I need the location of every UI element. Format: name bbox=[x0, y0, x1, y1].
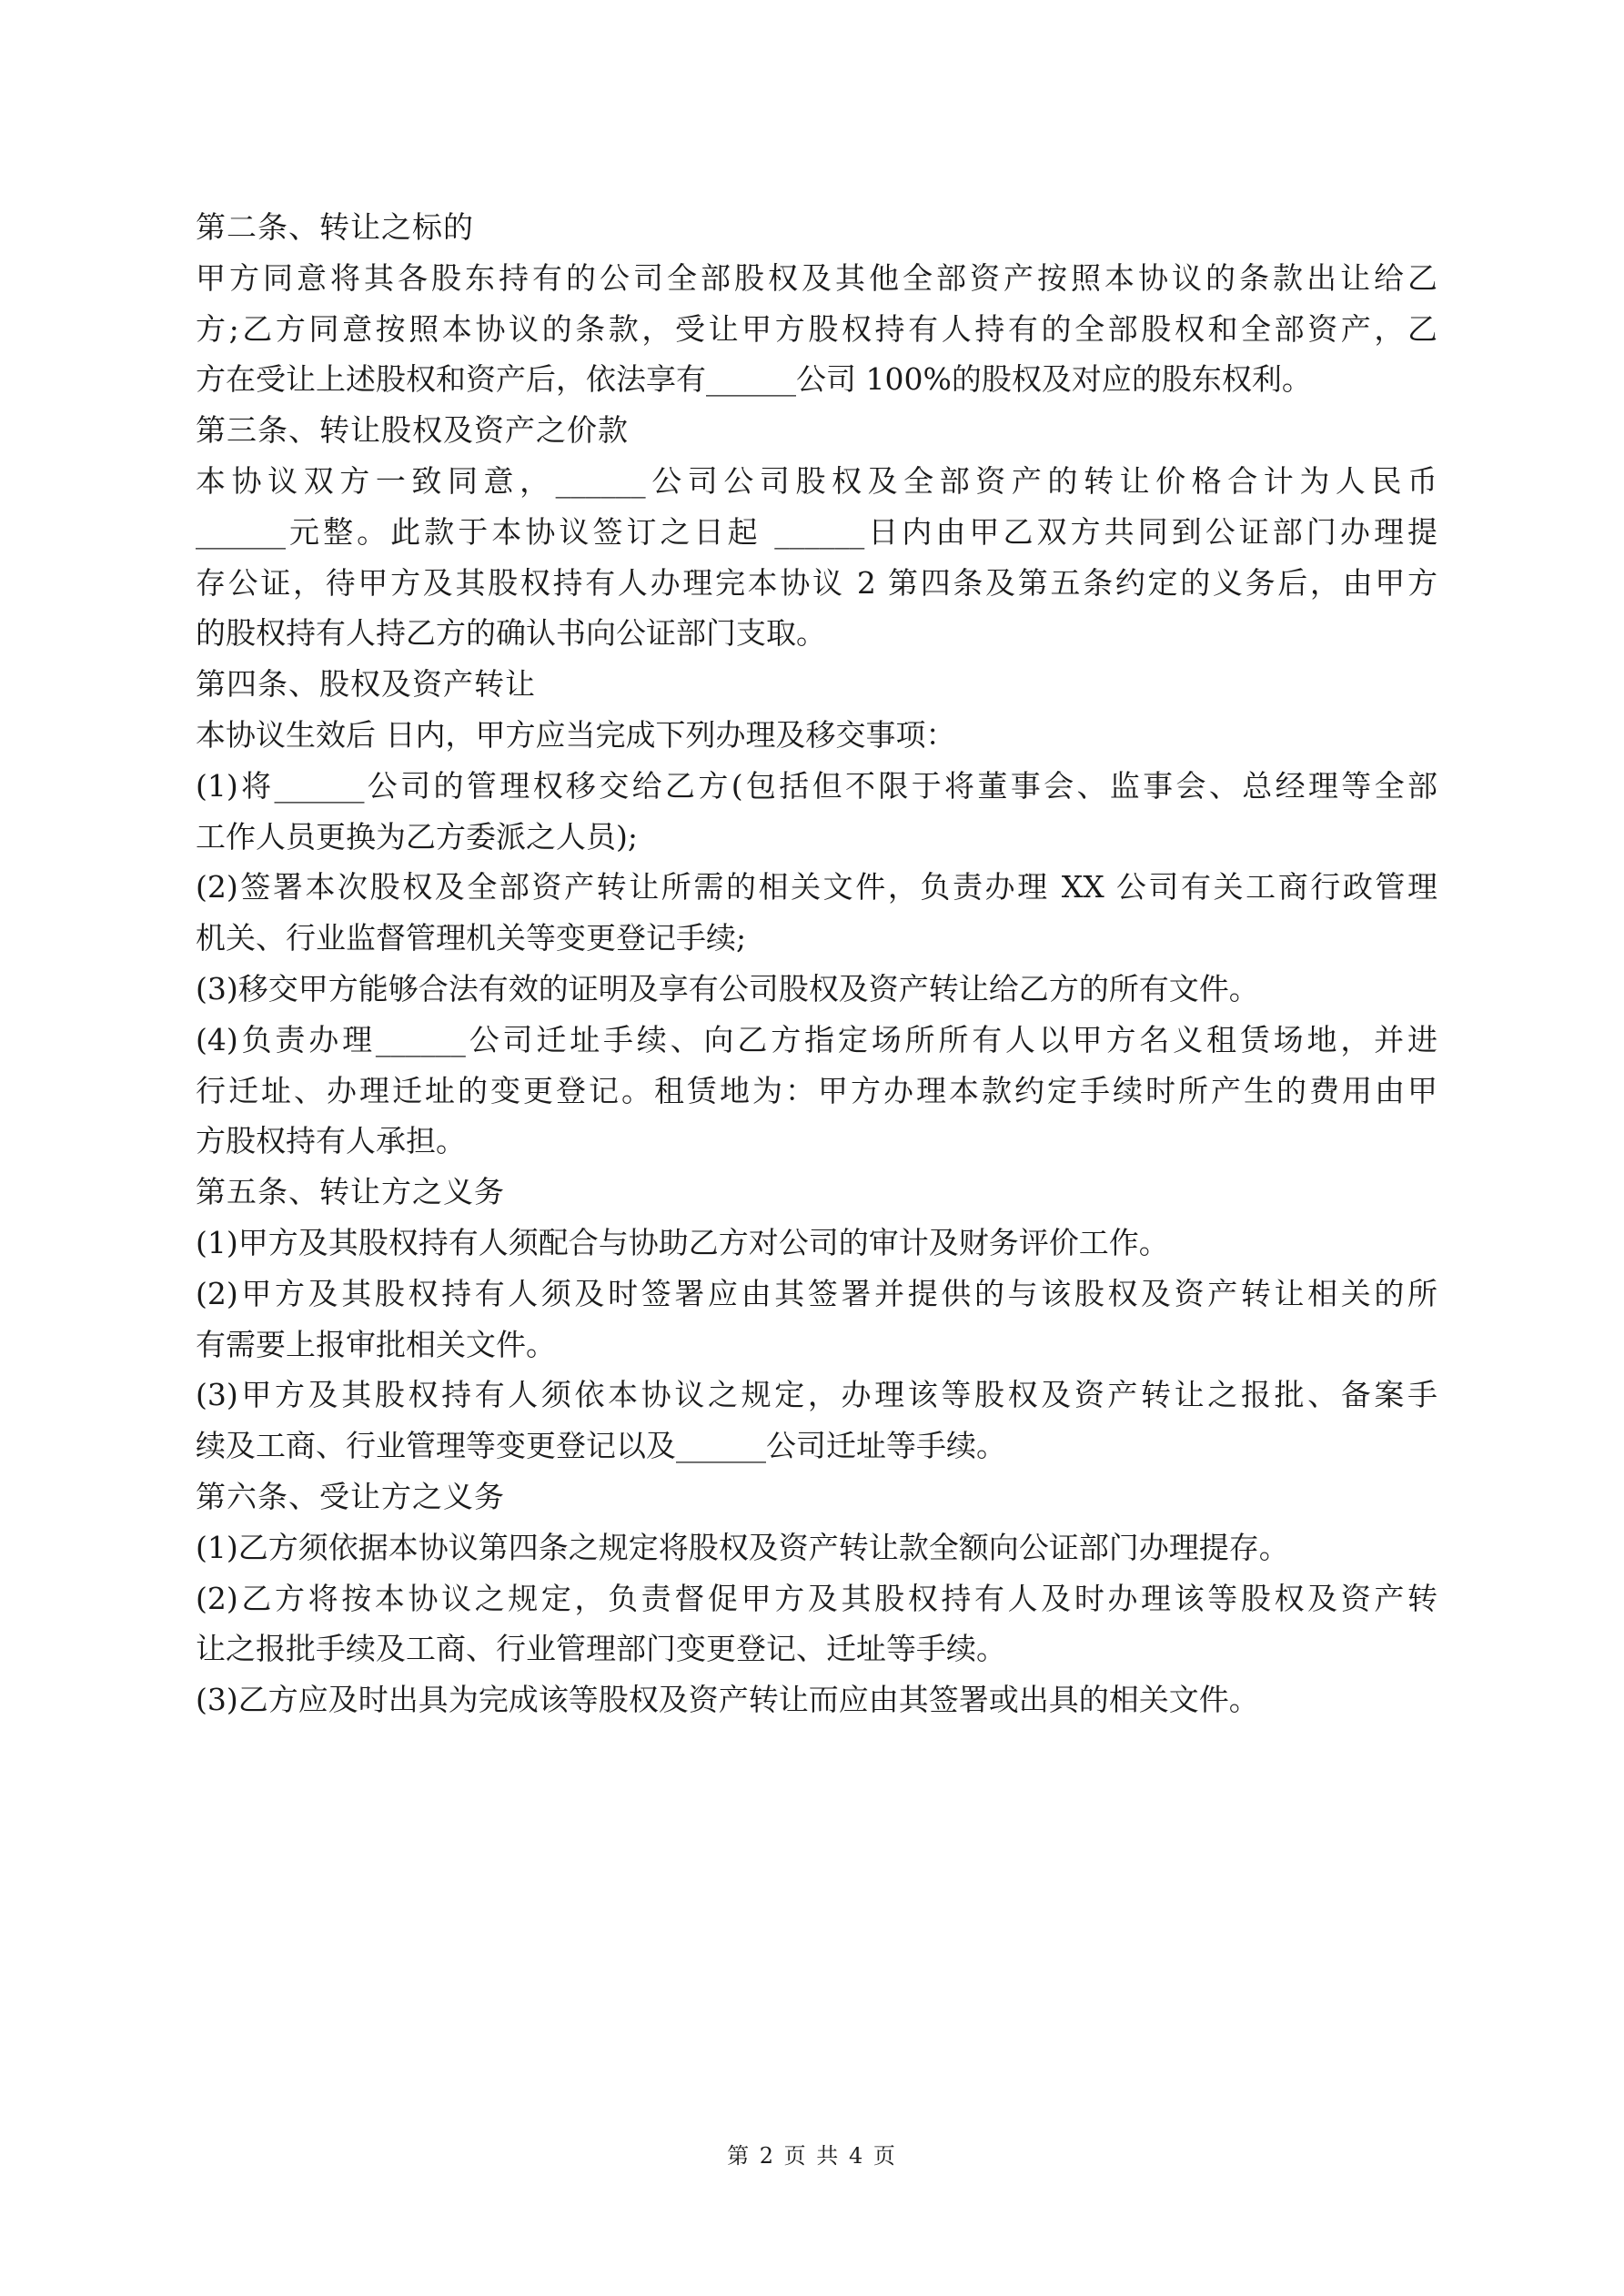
paragraph-line: 本协议双方一致同意，______公司公司股权及全部资产的转让价格合计为人民币 bbox=[196, 462, 1437, 499]
article-2-heading: 第二条、转让之标的 bbox=[196, 209, 474, 245]
paragraph-line: 方;乙方同意按照本协议的条款，受让甲方股权持有人持有的全部股权和全部资产，乙 bbox=[196, 310, 1437, 347]
list-item-line: (1)乙方须依据本协议第四条之规定将股权及资产转让款全额向公证部门办理提存。 bbox=[196, 1529, 1289, 1565]
list-item-line: (3)乙方应及时出具为完成该等股权及资产转让而应由其签署或出具的相关文件。 bbox=[196, 1682, 1259, 1718]
document-body bbox=[196, 202, 1437, 1725]
list-item-line: 续及工商、行业管理等变更登记以及______公司迁址等手续。 bbox=[196, 1428, 1006, 1464]
list-item-line: (2)乙方将按本协议之规定，负责督促甲方及其股权持有人及时办理该等股权及资产转 bbox=[196, 1580, 1437, 1616]
page-number-footer: 第 2 页 共 4 页 bbox=[727, 2143, 897, 2169]
list-item-line: (3)甲方及其股权持有人须依本协议之规定，办理该等股权及资产转让之报批、备案手 bbox=[196, 1377, 1437, 1413]
paragraph-line: 本协议生效后 日内，甲方应当完成下列办理及移交事项： bbox=[196, 716, 956, 753]
list-item-line: (1)甲方及其股权持有人须配合与协助乙方对公司的审计及财务评价工作。 bbox=[196, 1224, 1169, 1260]
list-item-line: (2)签署本次股权及全部资产转让所需的相关文件，负责办理 XX 公司有关工商行政管理 bbox=[196, 869, 1437, 905]
list-item-line: 工作人员更换为乙方委派之人员); bbox=[196, 818, 638, 855]
article-3-heading: 第三条、转让股权及资产之价款 bbox=[196, 412, 629, 449]
list-item-line: (3)移交甲方能够合法有效的证明及享有公司股权及资产转让给乙方的所有文件。 bbox=[196, 970, 1259, 1006]
list-item-line: 有需要上报审批相关文件。 bbox=[196, 1326, 556, 1362]
list-item-line: (2)甲方及其股权持有人须及时签署应由其签署并提供的与该股权及资产转让相关的所 bbox=[196, 1275, 1437, 1311]
paragraph-line: 甲方同意将其各股东持有的公司全部股权及其他全部资产按照本协议的条款出让给乙 bbox=[196, 259, 1437, 296]
list-item-line: (4)负责办理______公司迁址手续、向乙方指定场所所有人以甲方名义租赁场地，并进 bbox=[196, 1021, 1437, 1057]
article-6-heading: 第六条、受让方之义务 bbox=[196, 1478, 505, 1514]
list-item-line: (1)将______公司的管理权移交给乙方(包括但不限于将董事会、监事会、总经理等全部 bbox=[196, 767, 1437, 804]
paragraph-line: 存公证，待甲方及其股权持有人办理完本协议 2 第四条及第五条约定的义务后，由甲方 bbox=[196, 564, 1437, 601]
list-item-line: 让之报批手续及工商、行业管理部门变更登记、迁址等手续。 bbox=[196, 1631, 1006, 1667]
paragraph-line: 方在受让上述股权和资产后，依法享有______公司 100%的股权及对应的股东权利。 bbox=[196, 361, 1312, 398]
paragraph-line: 的股权持有人持乙方的确认书向公证部门支取。 bbox=[196, 615, 826, 652]
list-item-line: 机关、行业监督管理机关等变更登记手续; bbox=[196, 920, 747, 956]
list-item-line: 方股权持有人承担。 bbox=[196, 1123, 466, 1159]
article-4-heading: 第四条、股权及资产转让 bbox=[196, 666, 536, 703]
article-5-heading: 第五条、转让方之义务 bbox=[196, 1174, 505, 1210]
paragraph-line: ______元整。此款于本协议签订之日起 ______日内由甲乙双方共同到公证部门办理提 bbox=[196, 513, 1437, 550]
list-item-line: 行迁址、办理迁址的变更登记。租赁地为：甲方办理本款约定手续时所产生的费用由甲 bbox=[196, 1072, 1437, 1108]
